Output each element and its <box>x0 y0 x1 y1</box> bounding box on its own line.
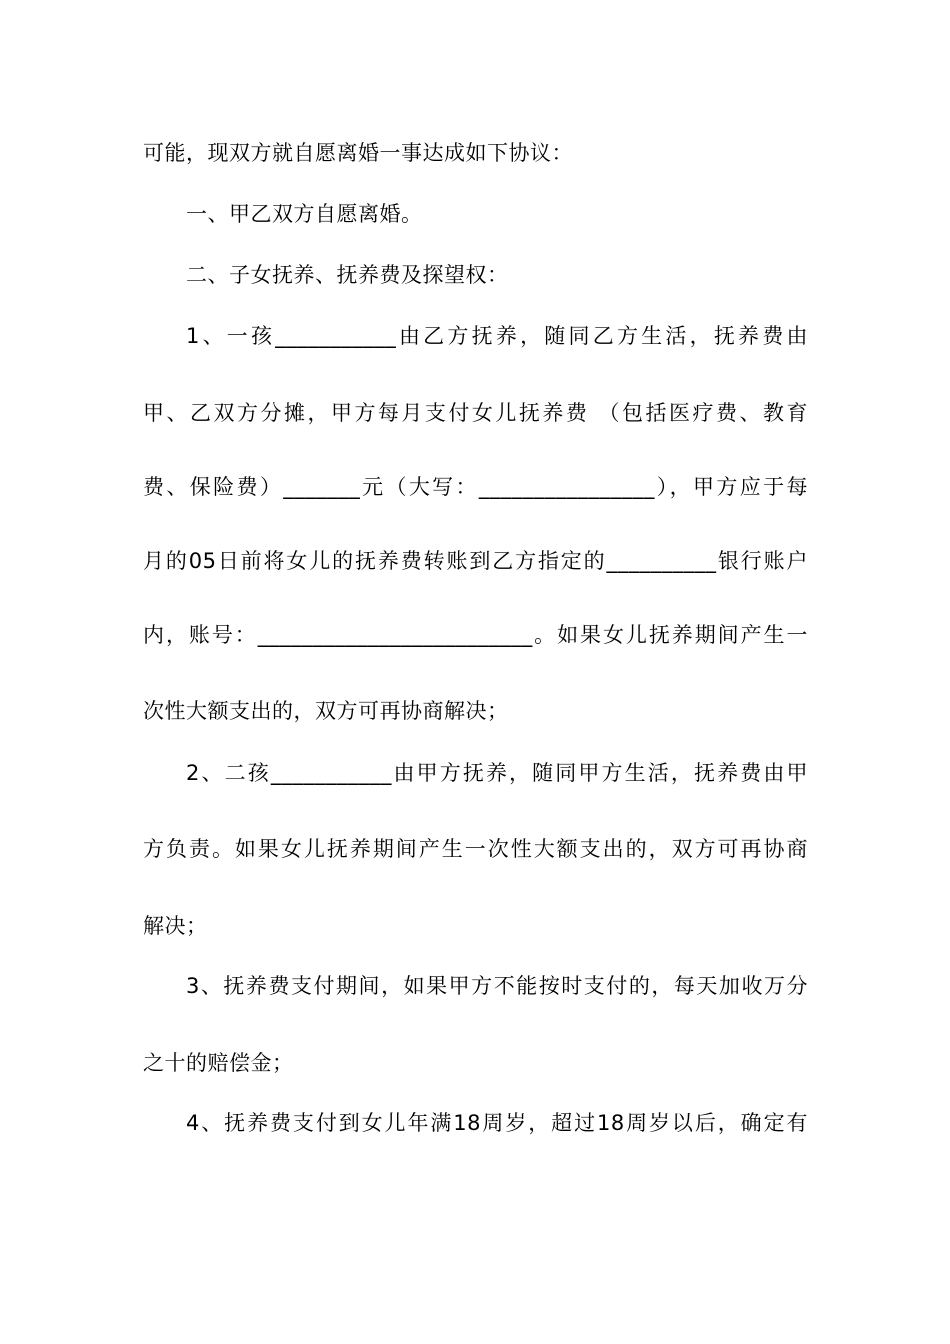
paragraph-line: 内，账号：_________________________。如果女儿抚养期间产生一 <box>143 623 808 647</box>
paragraph-line: 解决； <box>143 914 208 938</box>
clause-heading: 一、甲乙双方自愿离婚。 <box>186 202 423 226</box>
paragraph-line: 1、一孩___________由乙方抚养，随同乙方生活，抚养费由 <box>186 324 808 348</box>
paragraph-line: 可能，现双方就自愿离婚一事达成如下协议： <box>143 141 573 165</box>
paragraph-line: 2、二孩___________由甲方抚养，随同甲方生活，抚养费由甲 <box>186 761 808 785</box>
paragraph-line: 甲、乙双方分摊，甲方每月支付女儿抚养费 （包括医疗费、教育 <box>143 401 808 425</box>
paragraph-line: 次性大额支出的，双方可再协商解决； <box>143 699 509 723</box>
paragraph-line: 4、抚养费支付到女儿年满18周岁，超过18周岁以后，确定有 <box>186 1111 808 1135</box>
paragraph-line: 方负责。如果女儿抚养期间产生一次性大额支出的，双方可再协商 <box>143 837 808 861</box>
paragraph-line: 月的05日前将女儿的抚养费转账到乙方指定的__________银行账户 <box>143 549 808 573</box>
paragraph-line: 费、保险费）_______元（大写：________________），甲方应于每 <box>143 475 808 499</box>
paragraph-line: 之十的赔偿金； <box>143 1051 294 1075</box>
paragraph-line: 3、抚养费支付期间，如果甲方不能按时支付的，每天加收万分 <box>186 974 808 998</box>
clause-heading: 二、子女抚养、抚养费及探望权： <box>186 263 509 287</box>
